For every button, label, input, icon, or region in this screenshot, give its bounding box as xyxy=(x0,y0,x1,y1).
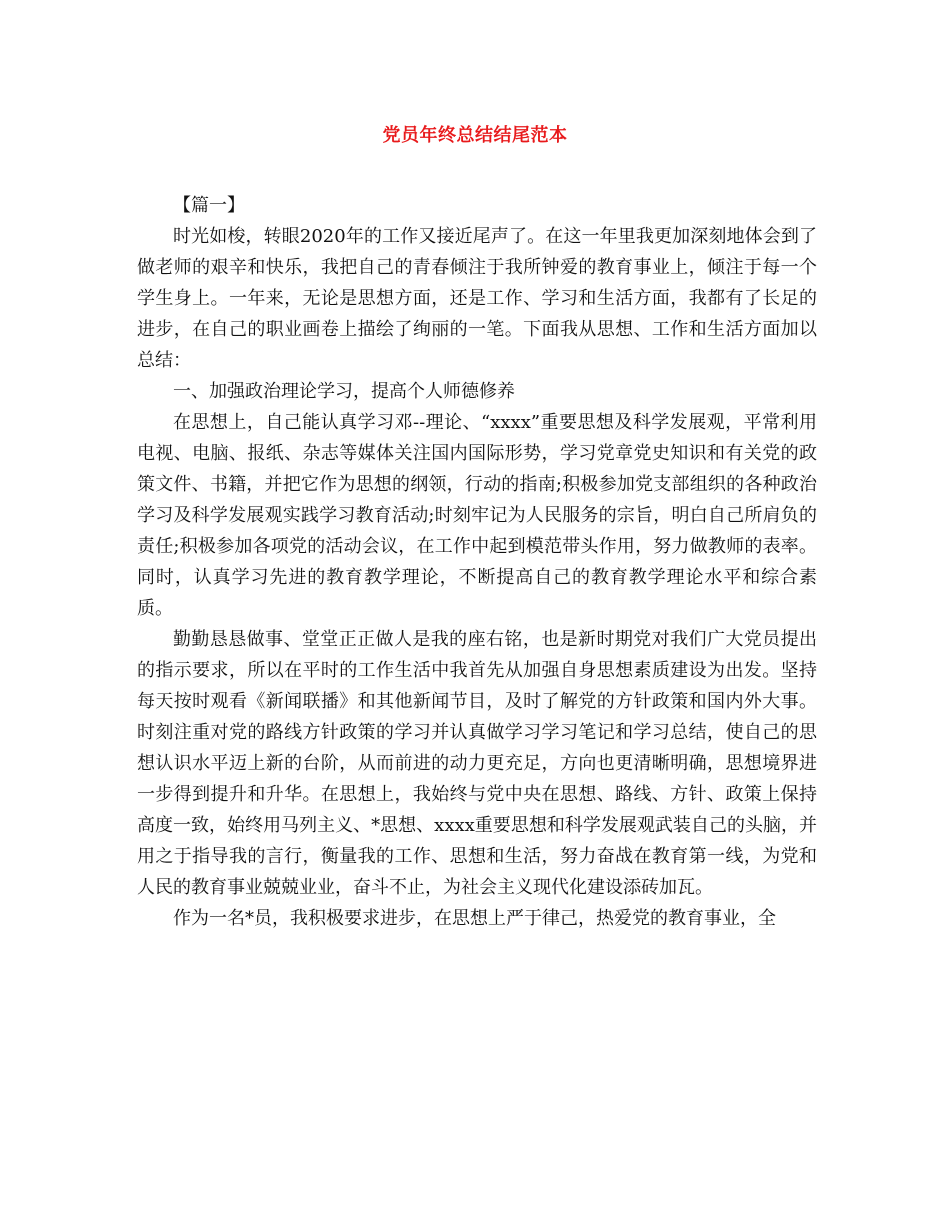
document-title: 党员年终总结结尾范本 xyxy=(382,125,568,146)
paragraph-motto: 勤勤恳恳做事、堂堂正正做人是我的座右铭，也是新时期党对我们广大党员提出的指示要求，所以在平时的工作生活中我首先从加强自身思想素质建设为出发。坚持每天按时观看《新闻联播》和其他新闻节目，及时了解党的方针政策和国内外大事。时刻注重对党的路线方针政策的学习并认真做学习学习笔记和学习总结，使自己的思想认识水平迈上新的台阶，从而前进的动力更充足，方向也更清晰明确，思想境界进一步得到提升和升华。在思想上，我始终与党中央在思想、路线、方针、政策上保持高度一致，始终用马列主义、*思想、xxxx重要思想和科学发展观武装自己的头脑，并用之于指导我的言行，衡量我的工作、思想和生活，努力奋战在教育第一线，为党和人民的教育事业兢兢业业，奋斗不止，为社会主义现代化建设添砖加瓦。 xyxy=(137,629,817,898)
document-body xyxy=(137,190,817,934)
paragraph-intro: 时光如梭，转眼2020年的工作又接近尾声了。在这一年里我更加深刻地体会到了做老师的艰辛和快乐，我把自己的青春倾注于我所钟爱的教育事业上，倾注于每一个学生身上。一年来，无论是思想方面，还是工作、学习和生活方面，我都有了长足的进步，在自己的职业画卷上描绘了绚丽的一笔。下面我从思想、工作和生活方面加以总结： xyxy=(137,226,817,371)
paragraph-member: 作为一名*员，我积极要求进步，在思想上严于律己，热爱党的教育事业，全 xyxy=(173,908,776,929)
paragraph-heading-one: 一、加强政治理论学习，提高个人师德修养 xyxy=(173,381,515,402)
paragraph-thought: 在思想上，自己能认真学习邓--理论、“xxxx”重要思想及科学发展观，平常利用电视、电脑、报纸、杂志等媒体关注国内国际形势，学习党章党史知识和有关党的政策文件、书籍，并把它作为思想的纲领，行动的指南;积极参加党支部组织的各种政治学习及科学发展观实践学习教育活动;时刻牢记为人民服务的宗旨，明白自己所肩负的责任;积极参加各项党的活动会议，在工作中起到模范带头作用，努力做教师的表率。同时，认真学习先进的教育教学理论，不断提高自己的教育教学理论水平和综合素质。 xyxy=(137,412,817,619)
section-label: 【篇一】 xyxy=(173,195,245,216)
